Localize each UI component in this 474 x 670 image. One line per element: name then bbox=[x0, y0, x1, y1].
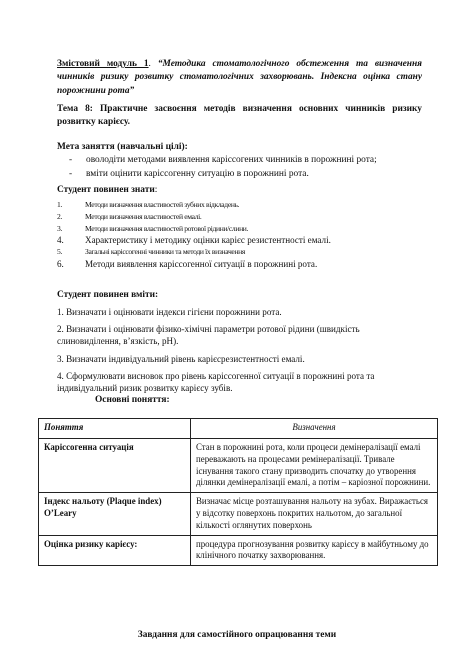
know-heading-row: Студент повинен знати: bbox=[57, 185, 158, 195]
theme-title: Тема 8: Практичне засвоєння методів визначення основних чинників ризику розвитку карієсу. bbox=[57, 104, 422, 128]
concepts-table bbox=[38, 418, 438, 566]
module-title: “Методика стоматологічного обстеження та визначення чинників ризику розвитку стоматологічних захворювань. Індексна оцінка стану порожнини рота” bbox=[57, 59, 423, 96]
table-row bbox=[39, 535, 438, 566]
goals-section bbox=[57, 141, 422, 181]
term-cell: Індекс нальоту (Plaque index) O’Leary bbox=[39, 493, 191, 535]
know-heading: Студент повинен знати bbox=[57, 185, 155, 195]
definition-cell: процедура прогнозування розвитку карієсу в майбутньому до клінічного початку захворювання. bbox=[191, 535, 438, 566]
know-item: 3. Методи визначення властивостей ротової рідини/слини. bbox=[57, 223, 249, 233]
know-item: 4. Характеристику і методику оцінки карієс резистентності емалі. bbox=[57, 235, 331, 246]
module-label: Змістовий модуль 1 bbox=[57, 59, 149, 69]
know-item: 1. Методи визначення властивостей зубних відкладень. bbox=[57, 200, 240, 210]
module-heading: Змістовий модуль 1. “Методика стоматологічного обстеження та визначення чинників ризику розвитку стоматологічних захворювань. Індексна оцінка стану порожнини рота” bbox=[57, 59, 423, 96]
know-list bbox=[57, 199, 422, 270]
goals-heading: Мета заняття (навчальні цілі): bbox=[57, 142, 188, 152]
skill-item: 3. Визначати індивідуальний рівень карієсрезистентності емалі. bbox=[57, 353, 305, 364]
column-header-definition: Визначення bbox=[191, 419, 438, 439]
table-row bbox=[39, 439, 438, 493]
know-item: 5. Загальні каріссогенні чинники та методи їх визначення bbox=[57, 247, 246, 257]
table-row bbox=[39, 493, 438, 535]
term-cell: Каріссогенна ситуація bbox=[39, 439, 191, 493]
concepts-title: Основні поняття: bbox=[95, 395, 170, 405]
can-heading: Студент повинен вміти: bbox=[57, 290, 159, 300]
know-item: 6. Методи виявлення каріссогенної ситуації в порожнині рота. bbox=[57, 258, 318, 269]
table-header-row bbox=[39, 419, 438, 439]
definition-cell: Стан в порожнині рота, коли процеси демінералізації емалі переважають на процесами ремінералізації. Тривале існування такого стану призводить спочатку до утворення ділянки демінералізації емалі, а потім – каріозної порожнини. bbox=[191, 439, 438, 493]
skill-item: 1. Визначати і оцінювати індекси гігієни порожнини рота. bbox=[57, 307, 282, 317]
skill-item: 4. Сформулювати висновок про рівень каріссогенної ситуації в порожнині рота та індивідуальний ризик розвитку карієсу зубів. bbox=[57, 370, 375, 394]
can-list bbox=[57, 306, 422, 399]
column-header-term: Поняття bbox=[39, 419, 191, 439]
tasks-heading: Завдання для самостійного опрацювання теми bbox=[137, 630, 337, 640]
term-cell: Оцінка ризику карієсу: bbox=[39, 535, 191, 566]
goal-item: - вміти оцінити каріссогенну ситуацію в порожнині рота. bbox=[69, 168, 309, 179]
know-section bbox=[57, 184, 422, 270]
know-item: 2. Методи визначення властивостей емалі. bbox=[57, 212, 202, 221]
skill-item: 2. Визначати і оцінювати фізико-хімічні параметри ротової рідини (швидкість слиновиділення, в’язкість, рН). bbox=[57, 324, 360, 347]
goal-item: - оволодіти методами виявлення каріссогених чинників в порожнині рота; bbox=[69, 155, 377, 166]
definition-cell: Визначає місце розташування нальоту на зубах. Виражається у відсотку поверхонь покритих нальотом, до загальної кількості оглянутих поверхонь bbox=[191, 493, 438, 535]
